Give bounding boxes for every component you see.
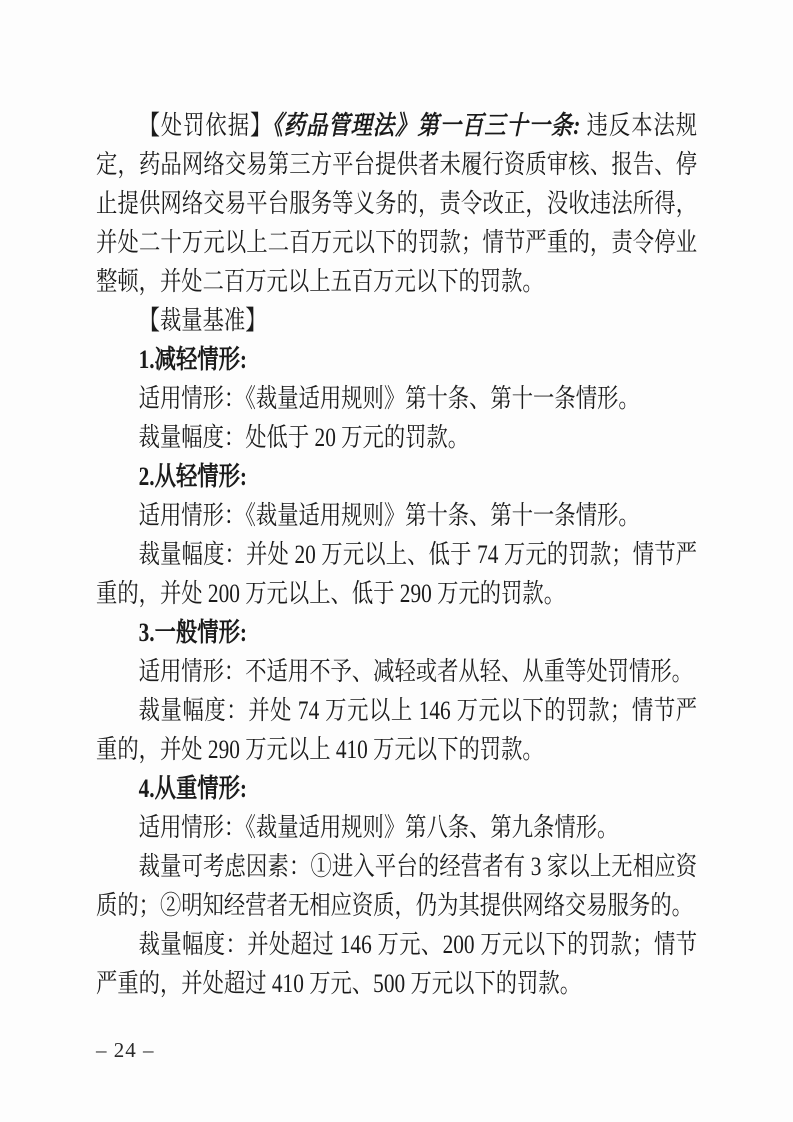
discretion-benchmark-label: 【裁量基准】 xyxy=(138,306,267,335)
law-citation: 《药品管理法》第一百三十一条: xyxy=(272,111,581,140)
penalty-basis-label: 【处罚依据】 xyxy=(138,111,273,140)
section-1-heading-mitigated: 1.减轻情形: xyxy=(138,345,248,374)
section-2-discretion-range: 裁量幅度：并处 20 万元以上、低于 74 万元的罚款；情节严重的，并处 200 万元以上、低于 290 万元的罚款。 xyxy=(96,540,698,608)
section-3-discretion-range: 裁量幅度：并处 74 万元以上 146 万元以下的罚款；情节严重的，并处 290 万元以上 410 万元以下的罚款。 xyxy=(96,696,698,764)
section-3-applicable-situation: 适用情形：不适用不予、减轻或者从轻、从重等处罚情形。 xyxy=(138,657,693,686)
section-4-discretion-range: 裁量幅度：并处超过 146 万元、200 万元以下的罚款；情节严重的，并处超过 410 万元、500 万元以下的罚款。 xyxy=(96,930,698,998)
page-number: – 24 – xyxy=(96,1038,155,1062)
section-3-heading-general: 3.一般情形: xyxy=(138,618,248,647)
section-4-considered-factors: 裁量可考虑因素：①进入平台的经营者有 3 家以上无相应资质的；②明知经营者无相应资质，仍为其提供网络交易服务的。 xyxy=(96,852,698,920)
section-4-heading-aggravated: 4.从重情形: xyxy=(138,774,248,803)
document-body xyxy=(96,106,697,1003)
penalty-basis-paragraph xyxy=(96,106,697,301)
section-1-discretion-range: 裁量幅度：处低于 20 万元的罚款。 xyxy=(138,423,470,452)
section-4-applicable-situation: 适用情形：《裁量适用规则》第八条、第九条情形。 xyxy=(138,813,619,842)
section-1-applicable-situation: 适用情形：《裁量适用规则》第十条、第十一条情形。 xyxy=(138,384,640,413)
section-2-heading-lenient: 2.从轻情形: xyxy=(138,462,248,491)
section-2-applicable-situation: 适用情形：《裁量适用规则》第十条、第十一条情形。 xyxy=(138,501,640,530)
penalty-basis-text: 违反本法规定，药品网络交易第三方平台提供者未履行资质审核、报告、停止提供网络交易平台服务等义务的，责令改正，没收违法所得，并处二十万元以上二百万元以下的罚款；情节严重的，责令停业整顿，并处二百万元以上五百万元以下的罚款。 xyxy=(96,111,698,296)
